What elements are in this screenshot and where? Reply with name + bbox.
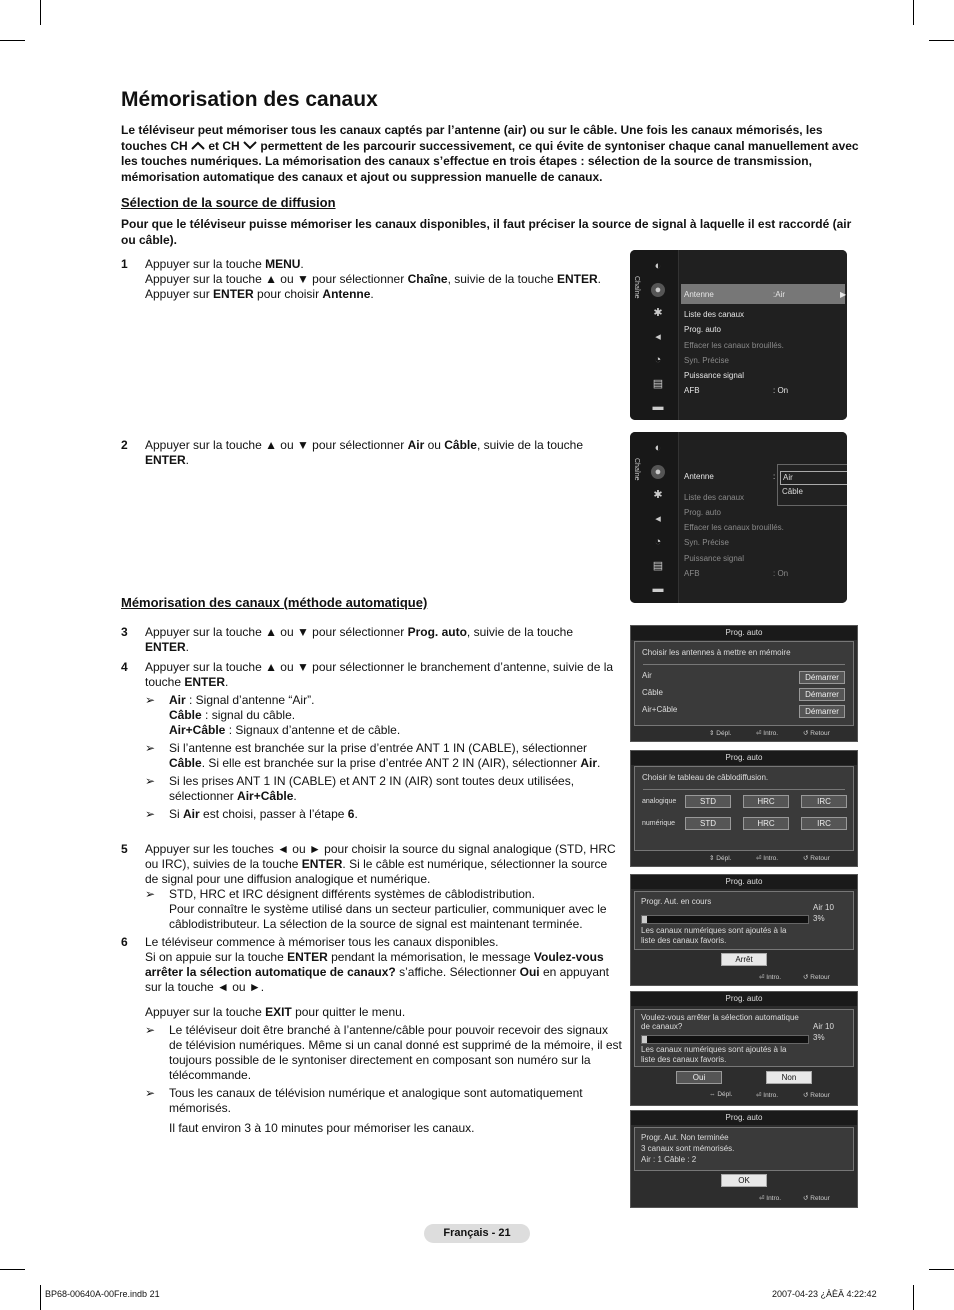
setup-icon[interactable]: ✱ <box>653 307 663 319</box>
menu-item-antenne[interactable]: Antenne :Air ▶ <box>684 290 847 299</box>
section-description: Pour que le téléviseur puisse mémoriser les canaux disponibles, il faut préciser la source de signal à laquelle il est raccordé (air ou câble). <box>121 217 852 247</box>
crop-mark <box>913 1285 914 1310</box>
menu-item[interactable]: Prog. auto <box>684 325 721 334</box>
enter-icon: ⏎ <box>756 855 762 862</box>
dialog-title: Prog. auto <box>631 875 857 889</box>
return-icon: ↺ <box>803 1092 809 1099</box>
dialog-title: Prog. auto <box>631 1111 857 1125</box>
stop-button[interactable]: Arrêt <box>721 953 767 966</box>
page-title: Mémorisation des canaux <box>121 88 378 111</box>
progress-bar <box>641 1035 809 1044</box>
menu-item[interactable]: Liste des canaux <box>684 493 745 502</box>
enter-icon: ⏎ <box>759 974 765 981</box>
crop-mark <box>0 40 25 41</box>
tv-channel-menu: Chaîne ◐ ● ✱ ◂ ◔ ▤ ▬ Antenne :Air ▶ Liste des canaux Prog. auto Effacer les canaux brouillés. Syn. Précise Puissance signal AFB : On <box>630 250 847 420</box>
sound-icon[interactable]: ◔ <box>654 354 662 366</box>
crop-mark <box>929 1269 954 1270</box>
crop-mark <box>40 0 41 25</box>
start-button-air[interactable]: Démarrer <box>799 671 845 684</box>
enter-icon: ⏎ <box>759 1195 765 1202</box>
arrow-icon: ➢ <box>145 807 156 821</box>
support-icon[interactable]: ▬ <box>652 401 664 413</box>
menu-item[interactable]: Syn. Précise <box>684 538 729 547</box>
menu-item-antenne[interactable]: Antenne : <box>684 472 776 481</box>
ok-button[interactable]: OK <box>721 1174 767 1187</box>
arrow-icon: ➢ <box>145 774 156 788</box>
crop-mark <box>929 40 954 41</box>
note: ➢ Air : Signal d’antenne “Air”. Câble : signal du câble. Air+Câble : Signaux d’antenne et de câble. <box>145 693 401 737</box>
return-icon: ↺ <box>803 730 809 737</box>
chevron-up-icon <box>191 141 205 150</box>
menu-item[interactable]: Puissance signal <box>684 554 745 563</box>
tv-channel-menu-popup: Chaîne ◐ ● ✱ ◂ ◔ ▤ ▬ Antenne : Liste des canaux Prog. auto Effacer les canaux brouillés. Syn. Précise Puissance signal AFB : On Air Câble <box>630 432 847 603</box>
menu-item[interactable]: Puissance signal <box>684 371 745 380</box>
arrow-icon: ➢ <box>145 741 156 755</box>
prog-auto-result-dialog: Prog. auto Progr. Aut. Non terminée 3 canaux sont mémorisés. Air : 1 Câble : 2 OK ⏎ Intro. ↺ Retour <box>630 1110 858 1208</box>
section-heading-source: Sélection de la source de diffusion <box>121 195 336 210</box>
menu-item[interactable]: Prog. auto <box>684 508 721 517</box>
footer-timestamp: 2007-04-23 ¿ÀÈÄ 4:22:42 <box>772 1289 877 1299</box>
move-icon: ⇕ <box>709 855 715 862</box>
std-analog-button[interactable]: STD <box>685 795 731 808</box>
arrow-icon: ➢ <box>145 1086 156 1100</box>
popup-option-cable[interactable]: Câble <box>782 487 803 496</box>
return-icon: ↺ <box>803 1195 809 1202</box>
setup-icon[interactable]: ✱ <box>653 489 663 501</box>
note: ➢ Si l’antenne est branchée sur la prise d’entrée ANT 1 IN (CABLE), sélectionner Câble. Si elle est branchée sur la prise d’entrée ANT 2 IN (AIR), sélectionner Air. <box>145 741 601 770</box>
no-button[interactable]: Non <box>766 1071 812 1084</box>
enter-icon: ⏎ <box>756 730 762 737</box>
move-icon: ⇕ <box>709 730 715 737</box>
antenna-popup <box>777 464 847 506</box>
picture-icon[interactable]: ◐ <box>654 442 662 454</box>
channel-icon[interactable]: ● <box>651 465 665 479</box>
note: ➢ Si les prises ANT 1 IN (CABLE) et ANT 2 IN (AIR) sont toutes deux utilisées, sélectionner Air+Câble. <box>145 774 575 803</box>
menu-item[interactable]: Liste des canaux <box>684 310 745 319</box>
prog-auto-progress-dialog: Prog. auto Progr. Aut. en cours Air 10 3% Les canaux numériques sont ajoutés à la liste des canaux favoris. Arrêt ⏎ Intro. ↺ Retour <box>630 874 858 986</box>
note: ➢ Si Air est choisi, passer à l’étape 6. <box>145 807 358 821</box>
enter-icon: ⏎ <box>756 1092 762 1099</box>
support-icon[interactable]: ▬ <box>652 583 664 595</box>
channel-icon[interactable]: ● <box>651 283 665 297</box>
note: Il faut environ 3 à 10 minutes pour mémoriser les canaux. <box>169 1121 475 1135</box>
prog-auto-antenna-dialog: Prog. auto Choisir les antennes à mettre en mémoire Air Démarrer Câble Démarrer Air+Câble Démarrer ⇕ Dépl. ⏎ Intro. ↺ Retour <box>630 625 858 742</box>
start-button-air-cable[interactable]: Démarrer <box>799 705 845 718</box>
input-icon[interactable]: ◂ <box>655 330 661 343</box>
move-icon: ⇔ <box>709 1091 716 1098</box>
menu-item[interactable]: AFB : On <box>684 386 789 395</box>
dialog-title: Prog. auto <box>631 626 857 640</box>
note: ➢ STD, HRC et IRC désignent différents systèmes de câblodistribution. Pour connaître le système utilisé dans un secteur particulier, communiquer avec le câblodistributeur. La sélection de la source de signal est maintenant terminée. <box>145 887 607 931</box>
popup-option-air[interactable]: Air <box>780 471 847 485</box>
hrc-digital-button[interactable]: HRC <box>743 817 789 830</box>
menu-item[interactable]: Effacer les canaux brouillés. <box>684 341 784 350</box>
section-heading-auto: Mémorisation des canaux (méthode automatique) <box>121 595 428 610</box>
menu-item[interactable]: AFB : On <box>684 569 789 578</box>
intro-paragraph: Le téléviseur peut mémoriser tous les canaux captés par l’antenne (air) ou sur le câble. Une fois les canaux mémorisés, les touches CH et CH permettent de les parcourir successivement, ce qui évite de syntoniser chaque canal manuellement avec les touches numériques. La mémorisation des canaux s’effectue en trois étapes : sélection de la source de transmission, mémorisation automatique des canaux et ajout ou suppression manuelle de canaux. <box>121 123 859 184</box>
menu-item[interactable]: Effacer les canaux brouillés. <box>684 523 784 532</box>
sound-icon[interactable]: ◔ <box>654 536 662 548</box>
crop-mark <box>0 1269 25 1270</box>
application-icon[interactable]: ▤ <box>652 377 664 390</box>
chevron-down-icon <box>243 141 257 150</box>
page-number-badge: Français - 21 <box>424 1224 530 1243</box>
arrow-icon: ➢ <box>145 887 156 901</box>
return-icon: ↺ <box>803 974 809 981</box>
dialog-title: Prog. auto <box>631 751 857 765</box>
arrow-icon: ➢ <box>145 693 156 707</box>
crop-mark <box>913 0 914 25</box>
crop-mark <box>40 1285 41 1310</box>
menu-item[interactable]: Syn. Précise <box>684 356 729 365</box>
arrow-right-icon: ▶ <box>840 290 847 299</box>
input-icon[interactable]: ◂ <box>655 512 661 525</box>
arrow-icon: ➢ <box>145 1023 156 1037</box>
std-digital-button[interactable]: STD <box>685 817 731 830</box>
hrc-analog-button[interactable]: HRC <box>743 795 789 808</box>
irc-analog-button[interactable]: IRC <box>801 795 847 808</box>
start-button-cable[interactable]: Démarrer <box>799 688 845 701</box>
note: ➢ Tous les canaux de télévision numérique et analogique sont automatiquement mémorisés. <box>145 1086 583 1115</box>
irc-digital-button[interactable]: IRC <box>801 817 847 830</box>
dialog-title: Prog. auto <box>631 992 857 1006</box>
prog-auto-cable-dialog: Prog. auto Choisir le tableau de câblodiffusion. analogique STD HRC IRC numérique STD HRC IRC ⇕ Dépl. ⏎ Intro. ↺ Retour <box>630 750 858 867</box>
application-icon[interactable]: ▤ <box>652 559 664 572</box>
note: ➢ Le téléviseur doit être branché à l’antenne/câble pour pouvoir recevoir des signaux de télévision numériques. Même si un canal donné est supprimé de la mémoire, il est toujours possible de le syntoniser directement en composant son numéro sur la télécommande. <box>145 1023 622 1082</box>
footer-filename: BP68-00640A-00Fre.indb 21 <box>45 1289 160 1299</box>
return-icon: ↺ <box>803 855 809 862</box>
yes-button[interactable]: Oui <box>676 1071 722 1084</box>
progress-bar <box>641 915 809 924</box>
prog-auto-stop-confirm-dialog: Prog. auto Voulez-vous arrêter la sélection automatique de canaux? Air 10 3% Les canaux numériques sont ajoutés à la liste des canaux favoris. Oui Non ⇔ Dépl. ⏎ Intro. ↺ Retour <box>630 991 858 1106</box>
picture-icon[interactable]: ◐ <box>654 260 662 272</box>
